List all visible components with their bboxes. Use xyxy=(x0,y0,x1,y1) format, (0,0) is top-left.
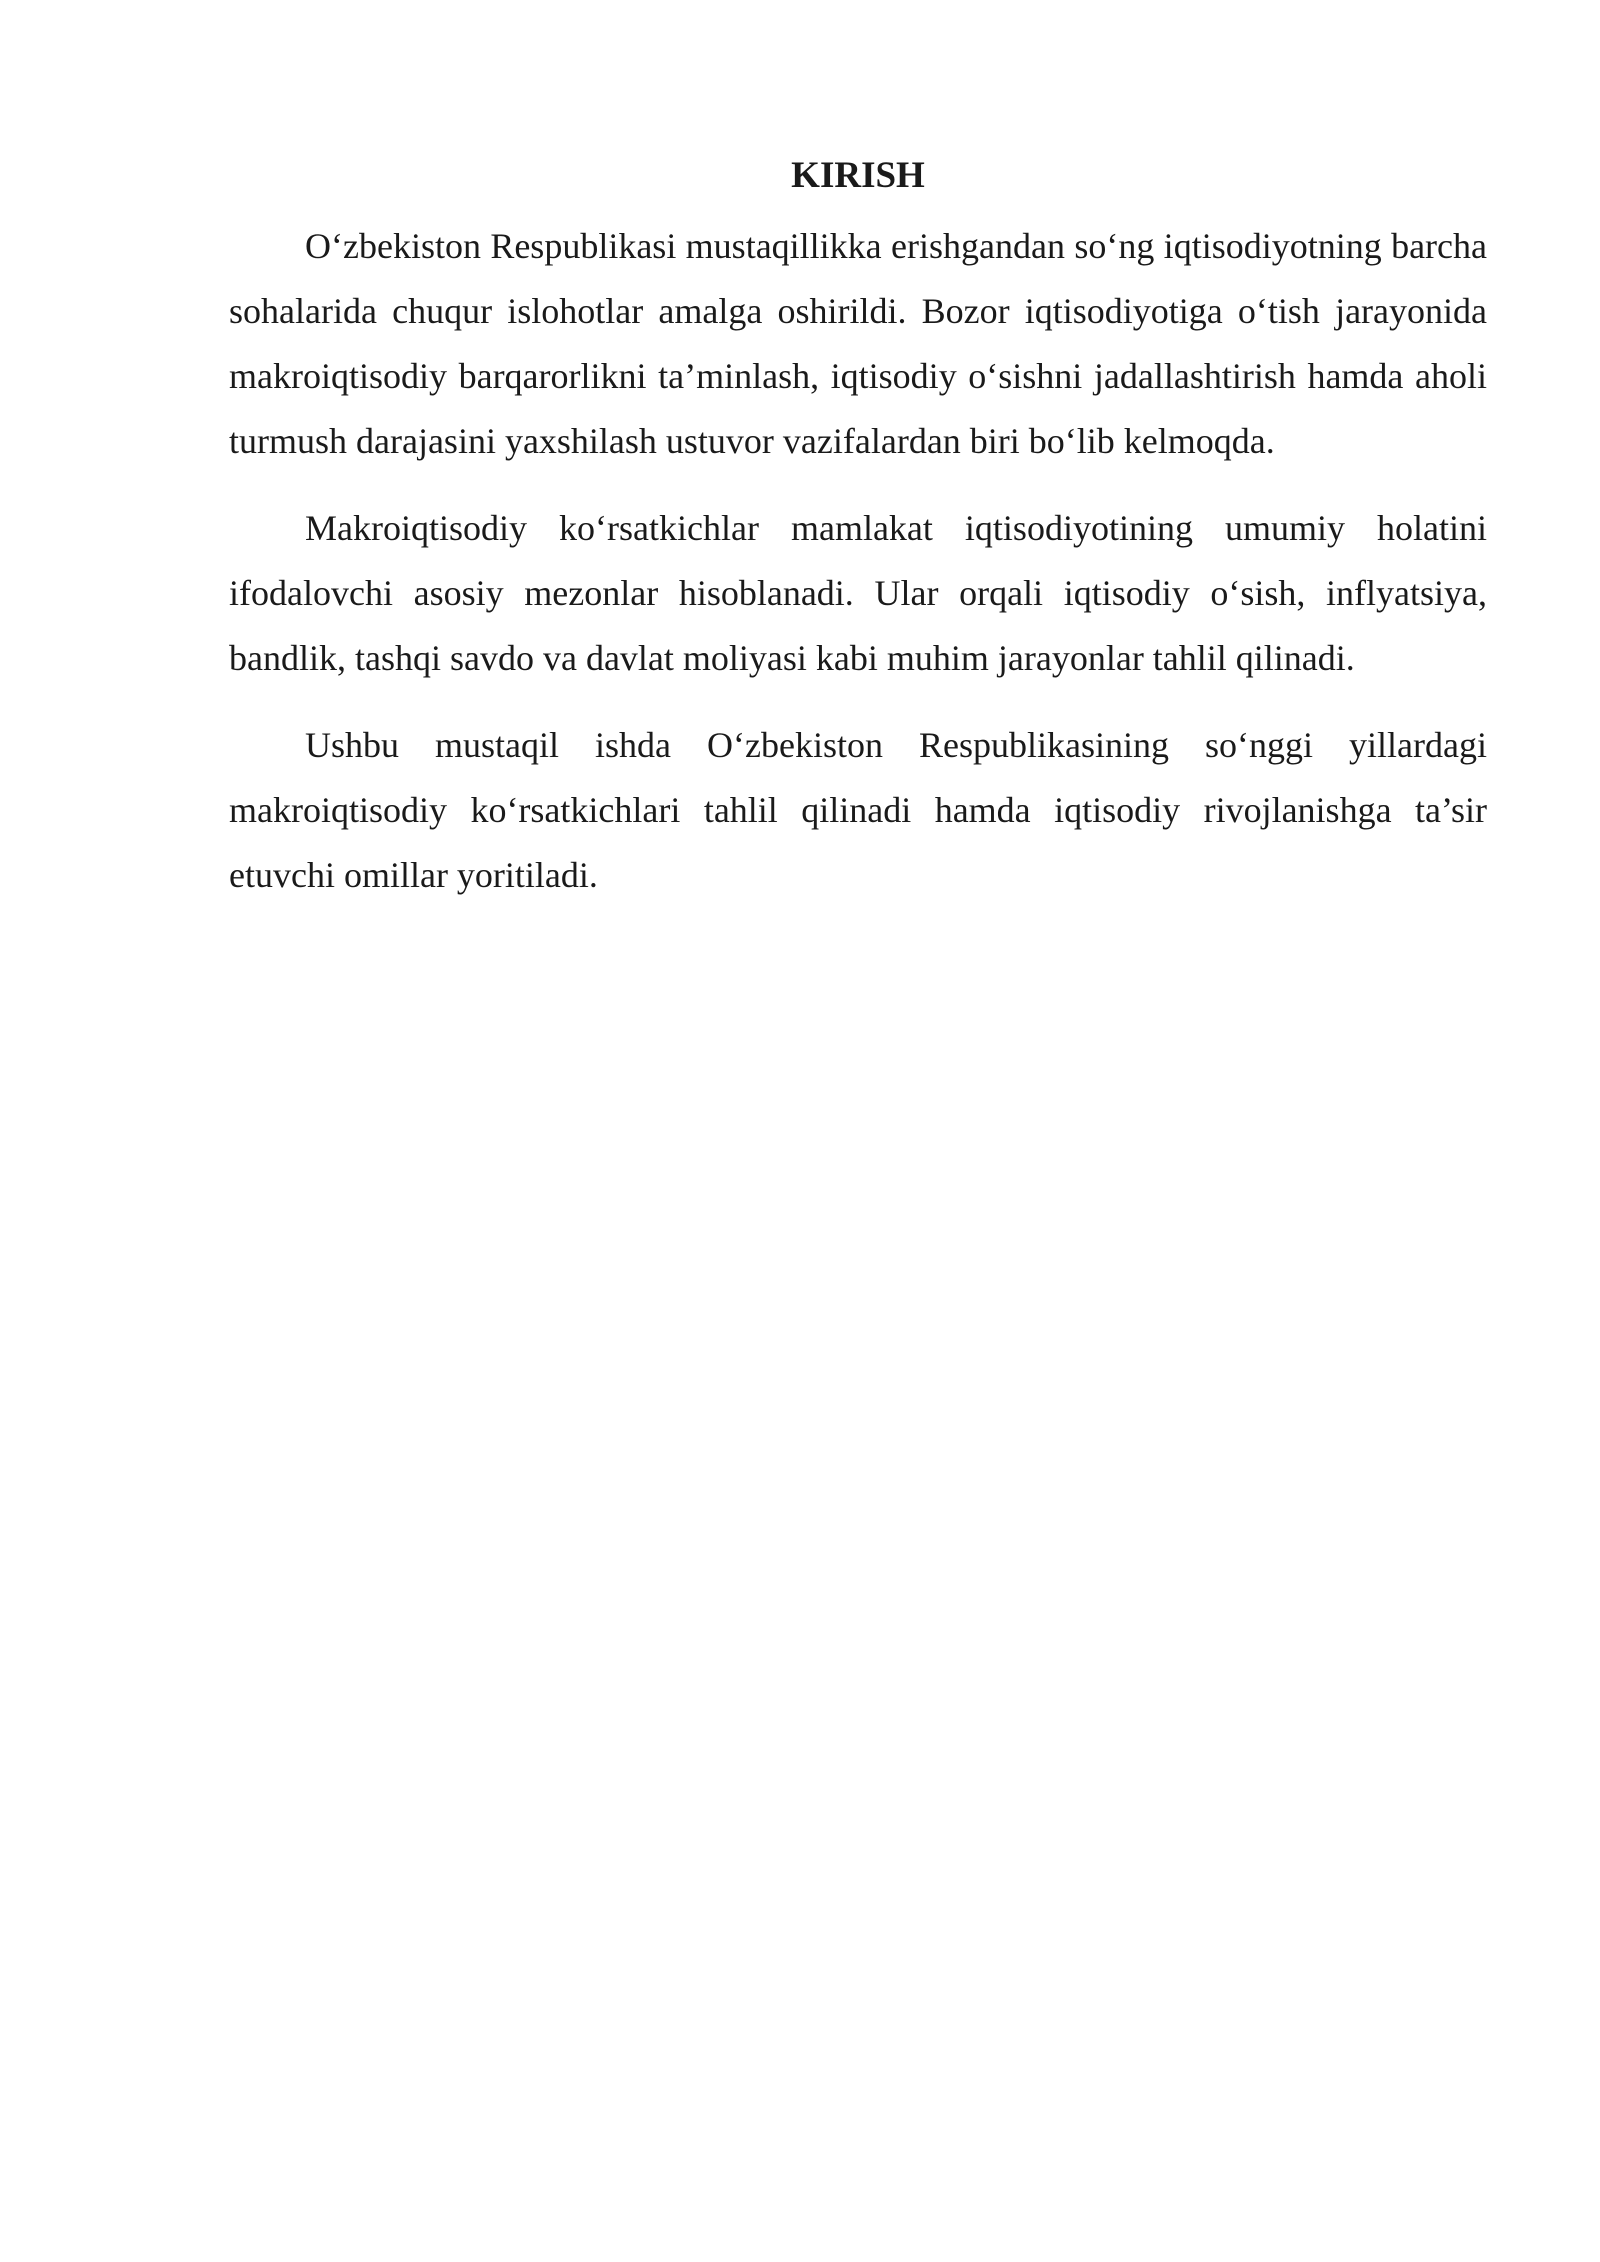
page-title: KIRISH xyxy=(791,155,925,196)
paragraph-1: O‘zbekiston Respublikasi mustaqillikka erishgandan so‘ng iqtisodiyotning barcha sohalarida chuqur islohotlar amalga oshirildi. Bozor iqtisodiyotiga o‘tish jarayonida makroiqtisodiy barqarorlikni ta’minlash, iqtisodiy o‘sishni jadallashtirish hamda aholi turmush darajasini yaxshilash ustuvor vazifalardan biri bo‘lib kelmoqda. xyxy=(229,226,1487,461)
document-body xyxy=(229,148,1487,930)
paragraph-2: Makroiqtisodiy ko‘rsatkichlar mamlakat iqtisodiyotining umumiy holatini ifodalovchi asosiy mezonlar hisoblanadi. Ular orqali iqtisodiy o‘sish, inflyatsiya, bandlik, tashqi savdo va davlat moliyasi kabi muhim jarayonlar tahlil qilinadi. xyxy=(229,508,1487,678)
paragraph-3: Ushbu mustaqil ishda O‘zbekiston Respublikasining so‘nggi yillardagi makroiqtisodiy ko‘rsatkichlari tahlil qilinadi hamda iqtisodiy rivojlanishga ta’sir etuvchi omillar yoritiladi. xyxy=(229,725,1487,895)
